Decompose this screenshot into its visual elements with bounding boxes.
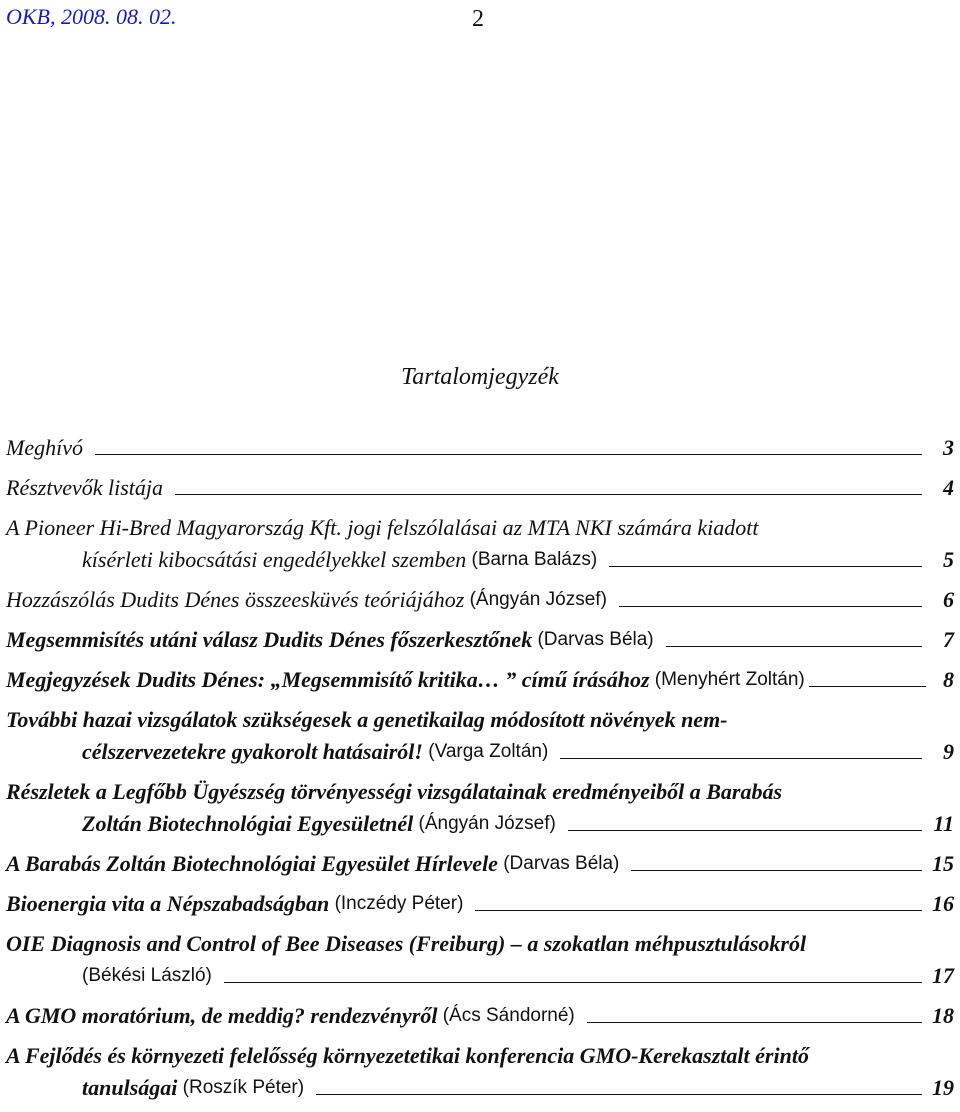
page-number: 2 (472, 6, 484, 32)
toc-entry-author: (Ángyán József) (469, 589, 607, 610)
table-of-contents (6, 432, 954, 1112)
leader-line (475, 910, 922, 911)
toc-entry-title: További hazai vizsgálatok szükségesek a genetikailag módosított növények nem- (6, 707, 728, 732)
toc-entry-title: Meghívó (6, 435, 83, 460)
toc-entry-title: OIE Diagnosis and Control of Bee Diseases (Freiburg) – a szokatlan méhpusztulásokról (6, 931, 807, 956)
toc-entry-author: (Roszík Péter) (182, 1077, 305, 1098)
toc-entry-author: (Ács Sándorné) (442, 1005, 575, 1026)
toc-entry[interactable] (6, 776, 954, 840)
toc-entry-title: Résztvevők listája (6, 475, 164, 500)
toc-entry[interactable] (6, 704, 954, 768)
toc-entry-author: (Varga Zoltán) (428, 741, 549, 762)
toc-entry-author: (Darvas Béla) (537, 629, 654, 650)
toc-entry-title: A Pioneer Hi-Bred Magyarország Kft. jogi felszólalásai az MTA NKI számára kiadott (6, 515, 759, 540)
toc-entry-page: 7 (943, 627, 954, 652)
toc-entry[interactable] (6, 1000, 954, 1032)
toc-entry[interactable] (6, 664, 954, 696)
toc-entry[interactable] (6, 1040, 954, 1104)
toc-entry-page: 19 (932, 1075, 954, 1100)
leader-line (587, 1022, 922, 1023)
leader-line (175, 494, 922, 495)
leader-line (568, 830, 922, 831)
toc-entry-page: 5 (943, 547, 954, 572)
leader-line (560, 758, 922, 759)
toc-entry-page: 17 (932, 963, 954, 988)
toc-entry-title: Bioenergia vita a Népszabadságban (6, 891, 330, 916)
leader-line (609, 566, 922, 567)
toc-entry-title-cont: Zoltán Biotechnológiai Egyesületnél (82, 811, 414, 836)
toc-entry-title: Hozzászólás Dudits Dénes összeesküvés teóriájához (6, 587, 465, 612)
toc-entry[interactable] (6, 928, 954, 992)
leader-line (224, 982, 922, 983)
toc-entry-title: Részletek a Legfőbb Ügyészség törvényességi vizsgálatainak eredményeiből a Barabás (6, 779, 783, 804)
leader-line (619, 606, 922, 607)
leader-line (316, 1094, 922, 1095)
toc-entry-title: Megsemmisítés utáni válasz Dudits Dénes főszerkesztőnek (6, 627, 533, 652)
leader-line (631, 870, 922, 871)
toc-entry[interactable] (6, 512, 954, 576)
toc-entry-title-cont: kísérleti kibocsátási engedélyekkel szemben (82, 547, 467, 572)
toc-entry-page: 3 (943, 435, 954, 460)
toc-entry[interactable] (6, 584, 954, 616)
toc-entry-page: 11 (933, 811, 954, 836)
leader-line (809, 686, 926, 687)
toc-entry-title: A Barabás Zoltán Biotechnológiai Egyesület Hírlevele (6, 851, 498, 876)
toc-entry-title: A GMO moratórium, de meddig? rendezvényről (6, 1003, 438, 1028)
leader-line (666, 646, 922, 647)
toc-entry[interactable] (6, 472, 954, 504)
toc-entry[interactable] (6, 848, 954, 880)
toc-entry-page: 9 (943, 739, 954, 764)
leader-line (95, 454, 922, 455)
toc-entry-title: Megjegyzések Dudits Dénes: „Megsemmisítő kritika… ” című írásához (6, 667, 650, 692)
header-date: OKB, 2008. 08. 02. (6, 4, 177, 29)
toc-entry-page: 15 (932, 851, 954, 876)
toc-entry-author: (Darvas Béla) (503, 853, 620, 874)
toc-entry-page: 16 (932, 891, 954, 916)
toc-entry-page: 8 (943, 667, 954, 692)
toc-entry-title-cont: tanulságai (82, 1075, 178, 1100)
toc-entry-page: 18 (932, 1003, 954, 1028)
toc-entry-page: 6 (943, 587, 954, 612)
toc-entry-title-cont: célszervezetekre gyakorolt hatásairól! (82, 739, 423, 764)
toc-title: Tartalomjegyzék (401, 364, 559, 390)
toc-entry-author: (Inczédy Péter) (334, 893, 464, 914)
toc-entry-author: (Barna Balázs) (471, 549, 598, 570)
toc-entry-author: (Ángyán József) (418, 813, 556, 834)
toc-entry-page: 4 (943, 475, 954, 500)
toc-entry-title: A Fejlődés és környezeti felelősség környezetetikai konferencia GMO-Kerekasztalt érintő (6, 1043, 809, 1068)
toc-entry[interactable] (6, 888, 954, 920)
toc-entry[interactable] (6, 624, 954, 656)
toc-entry[interactable] (6, 432, 954, 464)
toc-entry-author: (Békési László) (82, 965, 212, 986)
toc-entry-author: (Menyhért Zoltán) (654, 669, 805, 690)
